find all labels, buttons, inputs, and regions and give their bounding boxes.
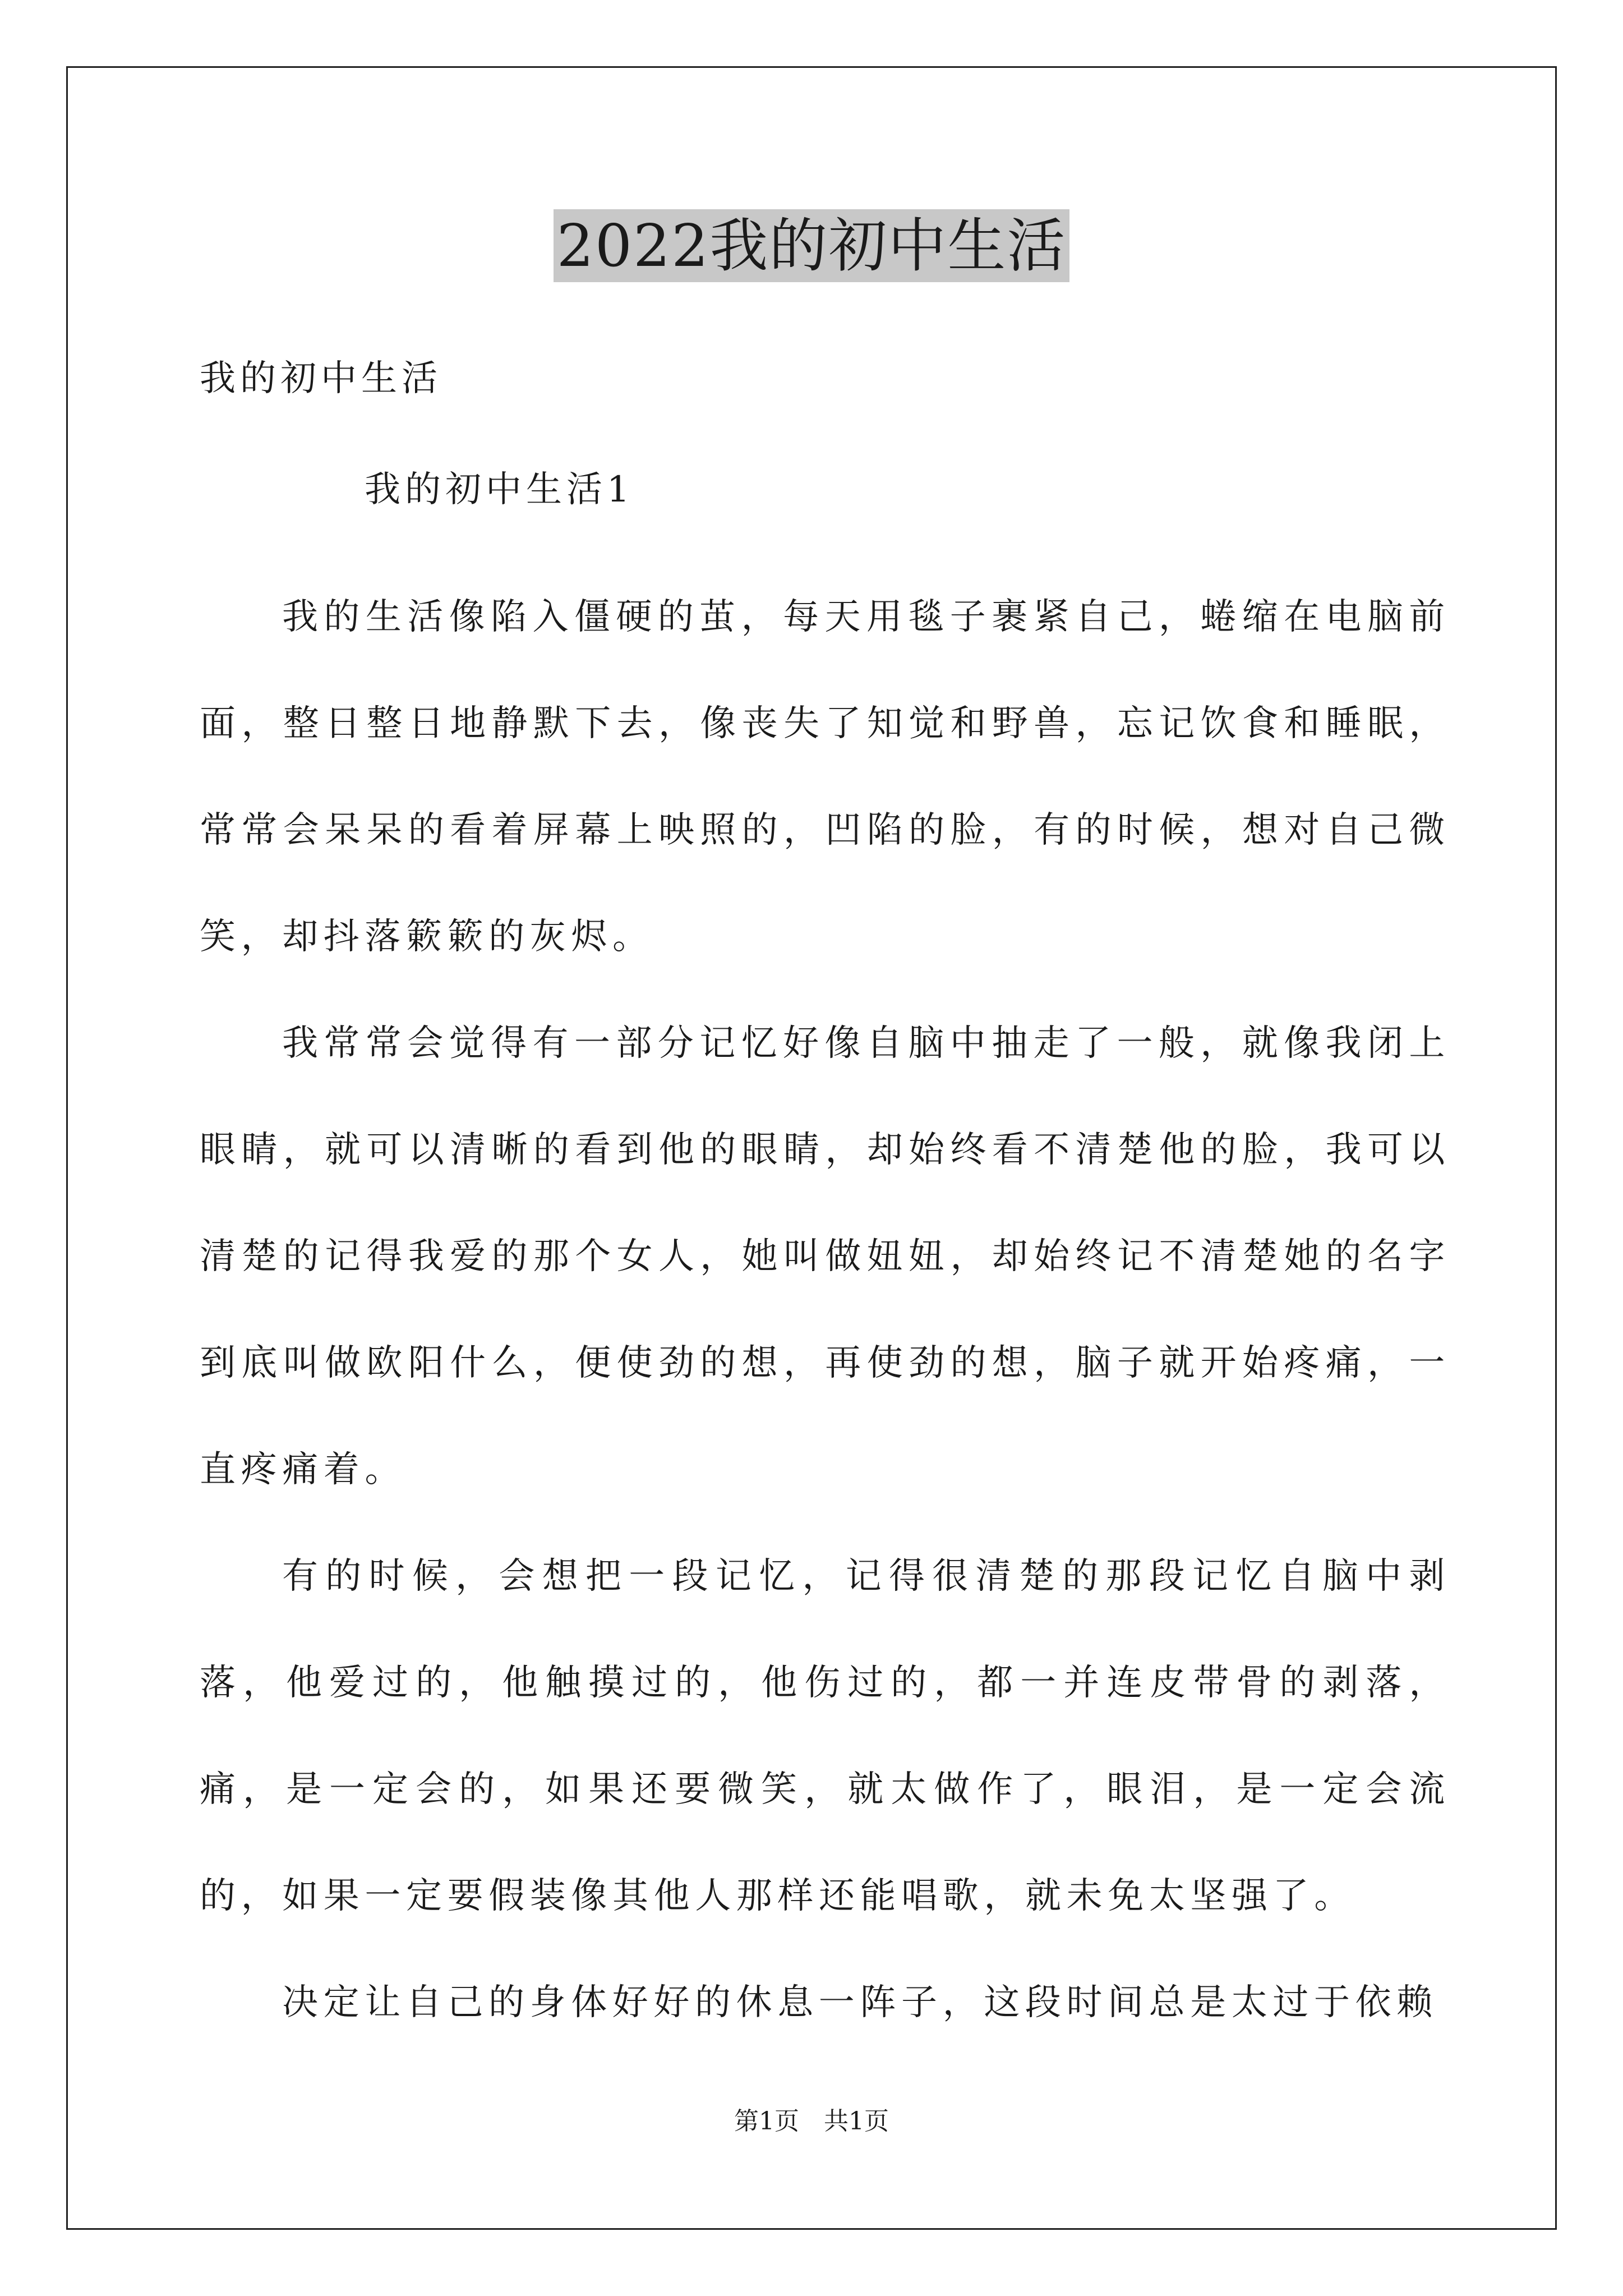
paragraph-1: 我的生活像陷入僵硬的茧，每天用毯子裹紧自己，蜷缩在电脑前面，整日整日地静默下去，像丧失了知觉和野兽，忘记饮食和睡眠，常常会呆呆的看着屏幕上映照的，凹陷的脸，有的时候，想对自己微笑，却抖落簌簌的灰烬。 — [200, 596, 1450, 958]
paragraph-2: 我常常会觉得有一部分记忆好像自脑中抽走了一般，就像我闭上眼睛，就可以清晰的看到他的眼睛，却始终看不清楚他的脸，我可以清楚的记得我爱的那个女人，她叫做妞妞，却始终记不清楚她的名字到底叫做欧阳什么，便使劲的想，再使劲的想，脑子就开始疼痛，一直疼痛着。 — [200, 1023, 1450, 1490]
document-body — [200, 564, 1450, 2056]
document-title — [0, 206, 1623, 285]
section-heading: 我的初中生活1 — [365, 469, 634, 510]
current-page-label: 第1页 — [734, 2107, 799, 2136]
document-title-text: 2022我的初中生活 — [554, 209, 1070, 282]
document-subtitle: 我的初中生活 — [200, 358, 442, 399]
page-footer — [0, 2105, 1623, 2138]
paragraph-4: 决定让自己的身体好好的休息一阵子，这段时间总是太过于依赖 — [282, 1982, 1438, 2023]
total-pages-label: 共1页 — [824, 2107, 889, 2136]
paragraph-3: 有的时候，会想把一段记忆，记得很清楚的那段记忆自脑中剥落，他爱过的，他触摸过的，他伤过的，都一并连皮带骨的剥落，痛，是一定会的，如果还要微笑，就太做作了，眼泪，是一定会流的，如果一定要假装像其他人那样还能唱歌，就未免太坚强了。 — [200, 1556, 1450, 1917]
